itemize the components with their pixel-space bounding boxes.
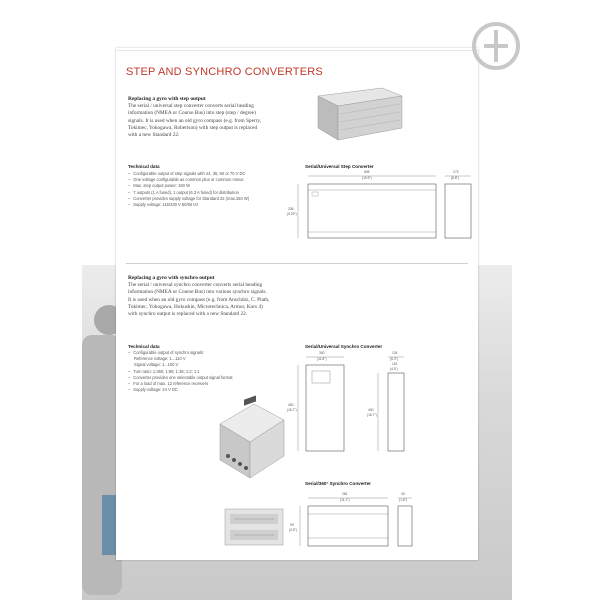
section2-line: information (NMEA or Course Bus) into various synchro signals. <box>128 289 267 296</box>
section1-line: Tokimec, Yokogawa, Robertson) with step output is replaced <box>128 124 258 131</box>
tech-item: – Supply voltage: 115/230 V 50/60 Hz <box>128 202 249 208</box>
section2-paragraph <box>128 282 328 318</box>
tech-item: – Converter provides one selectable output signal format <box>128 375 233 381</box>
tech-item: – Configurable output of synchro signals: <box>128 350 233 356</box>
section1-heading: Replacing a gyro with step output <box>128 96 206 102</box>
section2-tech-list <box>128 350 233 393</box>
synchro-converter-drawing <box>286 351 476 461</box>
synchro360-converter-drawing <box>286 488 476 558</box>
section1-line: signals. It is used when an old gyro compass (e.g. from Sperry, <box>128 117 262 124</box>
section2-tech-heading: Technical data <box>128 344 160 349</box>
page-title: STEP AND SYNCHRO CONVERTERS <box>126 66 323 78</box>
synchro360-converter-photo <box>224 508 284 546</box>
section2-line: The serial / universal synchro converter converts serial heading <box>128 282 263 288</box>
synchro-height2-label: 400 <box>368 408 374 412</box>
step-depth-label: 173 <box>453 170 459 174</box>
synchro360-diagram-title: Serial/360° Synchro Converter <box>305 481 371 486</box>
step-converter-drawing <box>286 170 476 250</box>
step-depth-in-label: (6.8") <box>451 176 459 180</box>
section1-paragraph <box>128 103 318 139</box>
tech-item: – 7 outputs (1 A fused), 1 output (6.3 A fused) for distribution <box>128 190 249 196</box>
section1-tech-list <box>128 171 249 208</box>
step-width-label: 505 <box>364 170 370 174</box>
synchro-diagram-title: Serial/Universal Synchro Converter <box>305 344 383 349</box>
step-height-in-label: (9.29") <box>287 212 297 216</box>
tech-item: Signal voltage: 1...100 V <box>134 362 179 368</box>
top-rule <box>116 50 478 51</box>
synchro-depth2-in-label: (4.5") <box>390 367 398 371</box>
section1-line: with a new Standard 22. <box>128 132 180 139</box>
tech-item: – For a load of max. 12 reference receivers <box>128 381 233 387</box>
section2-line: with synchro output is replaced with a new Standard 22. <box>128 311 248 318</box>
synchro-height-in-label: (15.7") <box>287 408 297 412</box>
synchro360-depth-in-label: (1.6") <box>399 498 407 502</box>
synchro360-width-in-label: (11.1") <box>340 498 350 502</box>
synchro360-depth-label: 40 <box>401 492 405 496</box>
tech-item: Reference voltage: 1...110 V <box>134 356 186 362</box>
company-logo-icon <box>470 20 522 72</box>
synchro-converter-photo <box>216 402 288 482</box>
step-width-in-label: (19.9") <box>362 176 372 180</box>
section2-heading: Replacing a gyro with synchro output <box>128 275 215 281</box>
tech-item: – Converter provides supply voltage for Standard 22 (max.150 W) <box>128 196 249 202</box>
synchro360-height-label: 90 <box>290 523 294 527</box>
synchro-depth-label: 134 <box>392 351 398 355</box>
tech-item: – Supply voltage: 24 V DC <box>128 387 233 393</box>
section2-line: Tokimec, Yokogawa, Hokushin, Microtechnica, Armor, Kurs 4) <box>128 303 263 310</box>
synchro-width-in-label: (11.8") <box>317 357 327 361</box>
section2-line: It is used when an old gyro compass (e.g. from Anschütz, C. Plath, <box>128 296 270 303</box>
tech-item: – Configurable output of step signals with 24, 35, 50 or 70 V DC <box>128 171 249 177</box>
tech-item: – Turn ratio: 1:360; 1:90; 1:36; 1:2; 1:1 <box>128 369 233 375</box>
synchro360-width-label: 281 <box>342 492 348 496</box>
step-height-label: 236 <box>288 207 294 211</box>
synchro-width-label: 300 <box>319 351 325 355</box>
synchro-depth2-label: 115 <box>392 362 398 366</box>
tech-item: – One voltage configurable as common plus or common minus <box>128 177 249 183</box>
section1-line: information (NMEA or Course Bus) into step (step / degree) <box>128 110 256 117</box>
synchro360-height-in-label: (3.5") <box>289 528 297 532</box>
section-divider <box>126 263 468 264</box>
tech-item: – Max. step output power: 150 W <box>128 183 249 189</box>
synchro-depth-in-label: (5.3") <box>390 357 398 361</box>
step-converter-photo <box>312 84 408 144</box>
section1-tech-heading: Technical data <box>128 164 160 169</box>
section1-line: The serial / universal step converter converts serial heading <box>128 103 254 109</box>
synchro-height-label: 400 <box>288 403 294 407</box>
step-diagram-title: Serial/Universal Step Converter <box>305 164 374 169</box>
document-page <box>116 48 478 560</box>
synchro-height2-in-label: (15.7") <box>367 413 377 417</box>
